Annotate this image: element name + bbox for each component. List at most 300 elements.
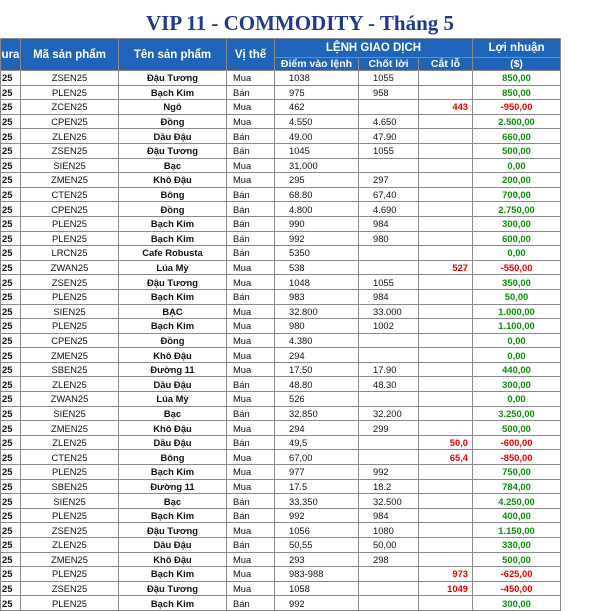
stop-cell (419, 231, 473, 246)
stop-column-header: Cắt lỗ (419, 58, 473, 71)
side-cell: Mua (227, 552, 275, 567)
date-cell: 25 (1, 538, 21, 553)
exit-cell: 4.690 (359, 202, 419, 217)
name-cell: Dầu Đậu (119, 435, 227, 450)
side-cell: Bán (227, 406, 275, 421)
exit-cell: 299 (359, 421, 419, 436)
exit-cell (359, 392, 419, 407)
side-cell: Bán (227, 187, 275, 202)
profit-cell: 0,00 (473, 246, 561, 261)
name-cell: Bông (119, 187, 227, 202)
stop-cell (419, 85, 473, 100)
entry-cell: 5350 (275, 246, 359, 261)
code-cell: ZSEN25 (21, 143, 119, 158)
table-row (1, 173, 561, 188)
stop-cell (419, 289, 473, 304)
code-cell: ZMEN25 (21, 552, 119, 567)
profit-cell: 750,00 (473, 465, 561, 480)
side-cell: Mua (227, 362, 275, 377)
table-row (1, 216, 561, 231)
side-cell: Mua (227, 421, 275, 436)
name-cell: Bạch Kim (119, 508, 227, 523)
table-row (1, 421, 561, 436)
table-row (1, 202, 561, 217)
code-cell: PLEN25 (21, 465, 119, 480)
entry-cell: 4.550 (275, 114, 359, 129)
table-row (1, 260, 561, 275)
date-column-header: ura (1, 39, 21, 71)
table-row (1, 333, 561, 348)
code-cell: PLEN25 (21, 289, 119, 304)
stop-cell (419, 333, 473, 348)
name-cell: Dầu Đậu (119, 377, 227, 392)
name-cell: Bạc (119, 158, 227, 173)
side-cell: Mua (227, 304, 275, 319)
table-row (1, 406, 561, 421)
entry-cell: 990 (275, 216, 359, 231)
entry-cell: 68.80 (275, 187, 359, 202)
stop-cell: 527 (419, 260, 473, 275)
code-cell: ZSEN25 (21, 71, 119, 86)
entry-cell: 49.00 (275, 129, 359, 144)
date-cell: 25 (1, 173, 21, 188)
name-cell: Khô Đậu (119, 421, 227, 436)
date-cell: 25 (1, 465, 21, 480)
stop-cell (419, 143, 473, 158)
profit-cell: 2.750,00 (473, 202, 561, 217)
table-row (1, 435, 561, 450)
date-cell: 25 (1, 289, 21, 304)
exit-cell: 18.2 (359, 479, 419, 494)
side-cell: Bán (227, 216, 275, 231)
trade-table (0, 38, 561, 611)
side-cell: Bán (227, 377, 275, 392)
entry-cell: 1048 (275, 275, 359, 290)
exit-cell (359, 158, 419, 173)
date-cell: 25 (1, 333, 21, 348)
code-cell: ZLEN25 (21, 377, 119, 392)
table-row (1, 450, 561, 465)
name-cell: Đậu Tương (119, 275, 227, 290)
side-cell: Mua (227, 158, 275, 173)
exit-cell (359, 348, 419, 363)
table-row (1, 319, 561, 334)
table-row (1, 523, 561, 538)
stop-cell (419, 173, 473, 188)
profit-cell: -450,00 (473, 581, 561, 596)
exit-cell: 984 (359, 508, 419, 523)
stop-cell (419, 216, 473, 231)
table-row (1, 508, 561, 523)
table-row (1, 392, 561, 407)
name-cell: Bạch Kim (119, 465, 227, 480)
code-cell: CTEN25 (21, 187, 119, 202)
code-cell: SIEN25 (21, 304, 119, 319)
table-row (1, 377, 561, 392)
side-cell: Mua (227, 348, 275, 363)
entry-cell: 980 (275, 319, 359, 334)
profit-cell: 600,00 (473, 231, 561, 246)
code-cell: ZSEN25 (21, 275, 119, 290)
table-row (1, 362, 561, 377)
date-cell: 25 (1, 129, 21, 144)
date-cell: 25 (1, 421, 21, 436)
exit-cell: 1002 (359, 319, 419, 334)
entry-cell: 975 (275, 85, 359, 100)
table-row (1, 114, 561, 129)
exit-cell (359, 567, 419, 582)
stop-cell (419, 465, 473, 480)
side-cell: Mua (227, 523, 275, 538)
table-row (1, 231, 561, 246)
entry-cell: 1038 (275, 71, 359, 86)
page-title: VIP 11 - COMMODITY - Tháng 5 (145, 11, 455, 35)
name-cell: Đồng (119, 202, 227, 217)
profit-cell: 330,00 (473, 538, 561, 553)
side-cell: Mua (227, 173, 275, 188)
entry-cell: 462 (275, 100, 359, 115)
entry-cell: 31.000 (275, 158, 359, 173)
exit-cell: 32.200 (359, 406, 419, 421)
profit-cell: -850,00 (473, 450, 561, 465)
table-row (1, 187, 561, 202)
profit-cell: 0,00 (473, 348, 561, 363)
table-row (1, 304, 561, 319)
date-cell: 25 (1, 216, 21, 231)
side-cell: Bán (227, 246, 275, 261)
stop-cell (419, 202, 473, 217)
profit-cell: 200,00 (473, 173, 561, 188)
date-cell: 25 (1, 392, 21, 407)
profit-cell: 1.150,00 (473, 523, 561, 538)
date-cell: 25 (1, 246, 21, 261)
code-cell: LRCN25 (21, 246, 119, 261)
side-cell: Bán (227, 129, 275, 144)
name-cell: Bạch Kim (119, 289, 227, 304)
profit-cell: 700,00 (473, 187, 561, 202)
profit-cell: 784,00 (473, 479, 561, 494)
side-cell: Mua (227, 450, 275, 465)
entry-cell: 983-988 (275, 567, 359, 582)
name-cell: Khô Đậu (119, 552, 227, 567)
name-cell: Đậu Tương (119, 581, 227, 596)
table-row (1, 246, 561, 261)
exit-cell: 1055 (359, 71, 419, 86)
date-cell: 25 (1, 479, 21, 494)
code-cell: ZMEN25 (21, 348, 119, 363)
name-cell: Lúa Mỳ (119, 392, 227, 407)
stop-cell (419, 114, 473, 129)
side-cell: Bán (227, 85, 275, 100)
side-cell: Bán (227, 494, 275, 509)
side-cell: Mua (227, 114, 275, 129)
exit-cell: 298 (359, 552, 419, 567)
entry-cell: 67,00 (275, 450, 359, 465)
exit-cell (359, 435, 419, 450)
stop-cell (419, 158, 473, 173)
table-row (1, 100, 561, 115)
date-cell: 25 (1, 304, 21, 319)
code-cell: ZCEN25 (21, 100, 119, 115)
code-cell: CTEN25 (21, 450, 119, 465)
code-cell: PLEN25 (21, 216, 119, 231)
profit-cell: 1.000,00 (473, 304, 561, 319)
entry-cell: 17.50 (275, 362, 359, 377)
order-group-header: LỆNH GIAO DỊCH (275, 39, 473, 58)
date-cell: 25 (1, 114, 21, 129)
exit-cell (359, 260, 419, 275)
exit-cell: 984 (359, 289, 419, 304)
name-cell: Lúa Mỳ (119, 260, 227, 275)
profit-cell: 400,00 (473, 508, 561, 523)
name-cell: Đậu Tương (119, 523, 227, 538)
entry-cell: 293 (275, 552, 359, 567)
exit-cell: 1055 (359, 275, 419, 290)
stop-cell (419, 596, 473, 611)
exit-cell: 980 (359, 231, 419, 246)
exit-cell (359, 333, 419, 348)
exit-cell: 67,40 (359, 187, 419, 202)
name-column-header: Tên sản phẩm (119, 39, 227, 71)
date-cell: 25 (1, 596, 21, 611)
profit-unit-header: ($) (473, 58, 561, 71)
date-cell: 25 (1, 319, 21, 334)
code-cell: ZSEN25 (21, 581, 119, 596)
name-cell: BẠC (119, 304, 227, 319)
code-cell: SBEN25 (21, 479, 119, 494)
table-row (1, 538, 561, 553)
entry-cell: 526 (275, 392, 359, 407)
code-cell: CPEN25 (21, 202, 119, 217)
side-cell: Mua (227, 581, 275, 596)
name-cell: Bông (119, 450, 227, 465)
profit-cell: 500,00 (473, 421, 561, 436)
side-cell: Bán (227, 538, 275, 553)
exit-column-header: Chốt lời (359, 58, 419, 71)
entry-column-header: Điểm vào lệnh (275, 58, 359, 71)
side-cell: Bán (227, 435, 275, 450)
entry-cell: 1058 (275, 581, 359, 596)
stop-cell (419, 406, 473, 421)
stop-cell (419, 508, 473, 523)
date-cell: 25 (1, 406, 21, 421)
name-cell: Đồng (119, 114, 227, 129)
profit-cell: 3.250,00 (473, 406, 561, 421)
stop-cell (419, 246, 473, 261)
stop-cell (419, 304, 473, 319)
profit-cell: 350,00 (473, 275, 561, 290)
stop-cell (419, 552, 473, 567)
profit-cell: 850,00 (473, 85, 561, 100)
profit-cell: 0,00 (473, 333, 561, 348)
exit-cell: 48.30 (359, 377, 419, 392)
code-cell: ZWAN25 (21, 260, 119, 275)
date-cell: 25 (1, 158, 21, 173)
profit-column-header: Lợi nhuận (473, 39, 561, 58)
profit-cell: 500,00 (473, 143, 561, 158)
code-cell: SIEN25 (21, 494, 119, 509)
table-row (1, 479, 561, 494)
side-cell: Bán (227, 289, 275, 304)
exit-cell: 992 (359, 465, 419, 480)
table-row (1, 465, 561, 480)
name-cell: Bạch Kim (119, 231, 227, 246)
date-cell: 25 (1, 275, 21, 290)
profit-cell: -625,00 (473, 567, 561, 582)
side-cell: Mua (227, 392, 275, 407)
name-cell: Bạc (119, 406, 227, 421)
profit-cell: -600,00 (473, 435, 561, 450)
entry-cell: 33.350 (275, 494, 359, 509)
stop-cell (419, 71, 473, 86)
stop-cell (419, 523, 473, 538)
table-row (1, 129, 561, 144)
name-cell: Đường 11 (119, 479, 227, 494)
profit-cell: 0,00 (473, 392, 561, 407)
date-cell: 25 (1, 260, 21, 275)
entry-cell: 17.5 (275, 479, 359, 494)
profit-cell: 2.500,00 (473, 114, 561, 129)
date-cell: 25 (1, 100, 21, 115)
entry-cell: 32.850 (275, 406, 359, 421)
date-cell: 25 (1, 348, 21, 363)
date-cell: 25 (1, 450, 21, 465)
name-cell: Cafe Robusta (119, 246, 227, 261)
side-cell: Mua (227, 465, 275, 480)
name-cell: Đồng (119, 333, 227, 348)
stop-cell (419, 377, 473, 392)
exit-cell: 50,00 (359, 538, 419, 553)
side-cell: Bán (227, 596, 275, 611)
name-cell: Khô Đậu (119, 348, 227, 363)
table-row (1, 581, 561, 596)
date-cell: 25 (1, 581, 21, 596)
entry-cell: 50,55 (275, 538, 359, 553)
name-cell: Bạc (119, 494, 227, 509)
stop-cell (419, 275, 473, 290)
code-cell: ZMEN25 (21, 173, 119, 188)
name-cell: Dầu Đậu (119, 129, 227, 144)
table-row (1, 143, 561, 158)
side-cell: Bán (227, 143, 275, 158)
code-cell: CPEN25 (21, 114, 119, 129)
side-cell: Mua (227, 71, 275, 86)
name-cell: Ngô (119, 100, 227, 115)
entry-cell: 1045 (275, 143, 359, 158)
code-cell: PLEN25 (21, 567, 119, 582)
stop-cell: 973 (419, 567, 473, 582)
side-cell: Bán (227, 202, 275, 217)
side-cell: Mua (227, 479, 275, 494)
code-cell: SBEN25 (21, 362, 119, 377)
profit-cell: 660,00 (473, 129, 561, 144)
entry-cell: 992 (275, 596, 359, 611)
code-cell: ZLEN25 (21, 538, 119, 553)
code-cell: ZSEN25 (21, 523, 119, 538)
name-cell: Đường 11 (119, 362, 227, 377)
profit-cell: 500,00 (473, 552, 561, 567)
exit-cell: 984 (359, 216, 419, 231)
entry-cell: 992 (275, 508, 359, 523)
profit-cell: 50,00 (473, 289, 561, 304)
exit-cell (359, 100, 419, 115)
entry-cell: 294 (275, 421, 359, 436)
exit-cell (359, 246, 419, 261)
name-cell: Đậu Tương (119, 143, 227, 158)
table-row (1, 348, 561, 363)
date-cell: 25 (1, 435, 21, 450)
stop-cell (419, 538, 473, 553)
profit-cell: 0,00 (473, 158, 561, 173)
entry-cell: 977 (275, 465, 359, 480)
exit-cell: 1080 (359, 523, 419, 538)
code-cell: PLEN25 (21, 596, 119, 611)
name-cell: Bạch Kim (119, 596, 227, 611)
code-cell: ZMEN25 (21, 421, 119, 436)
table-row (1, 71, 561, 86)
entry-cell: 49,5 (275, 435, 359, 450)
code-cell: PLEN25 (21, 85, 119, 100)
code-cell: SIEN25 (21, 158, 119, 173)
date-cell: 25 (1, 202, 21, 217)
stop-cell: 443 (419, 100, 473, 115)
date-cell: 25 (1, 71, 21, 86)
profit-cell: 300,00 (473, 596, 561, 611)
profit-cell: -950,00 (473, 100, 561, 115)
profit-cell: 850,00 (473, 71, 561, 86)
entry-cell: 4.380 (275, 333, 359, 348)
name-cell: Dầu Đậu (119, 538, 227, 553)
side-cell: Mua (227, 333, 275, 348)
profit-cell: 440,00 (473, 362, 561, 377)
exit-cell (359, 450, 419, 465)
exit-cell: 33.000 (359, 304, 419, 319)
side-cell: Mua (227, 567, 275, 582)
stop-cell (419, 421, 473, 436)
exit-cell: 17.90 (359, 362, 419, 377)
side-cell: Mua (227, 260, 275, 275)
name-cell: Bạch Kim (119, 85, 227, 100)
code-cell: CPEN25 (21, 333, 119, 348)
date-cell: 25 (1, 143, 21, 158)
exit-cell: 297 (359, 173, 419, 188)
code-cell: PLEN25 (21, 319, 119, 334)
stop-cell (419, 129, 473, 144)
table-header (1, 39, 561, 71)
stop-cell: 50,0 (419, 435, 473, 450)
side-cell: Bán (227, 231, 275, 246)
code-cell: PLEN25 (21, 508, 119, 523)
side-cell: Mua (227, 319, 275, 334)
date-cell: 25 (1, 508, 21, 523)
table-row (1, 494, 561, 509)
profit-cell: 1.100,00 (473, 319, 561, 334)
exit-cell (359, 581, 419, 596)
date-cell: 25 (1, 494, 21, 509)
stop-cell (419, 479, 473, 494)
date-cell: 25 (1, 552, 21, 567)
entry-cell: 32.800 (275, 304, 359, 319)
stop-cell (419, 187, 473, 202)
table-row (1, 567, 561, 582)
date-cell: 25 (1, 231, 21, 246)
entry-cell: 1056 (275, 523, 359, 538)
name-cell: Khô Đậu (119, 173, 227, 188)
entry-cell: 295 (275, 173, 359, 188)
side-column-header: Vị thế (227, 39, 275, 71)
profit-cell: -550,00 (473, 260, 561, 275)
code-cell: ZLEN25 (21, 435, 119, 450)
